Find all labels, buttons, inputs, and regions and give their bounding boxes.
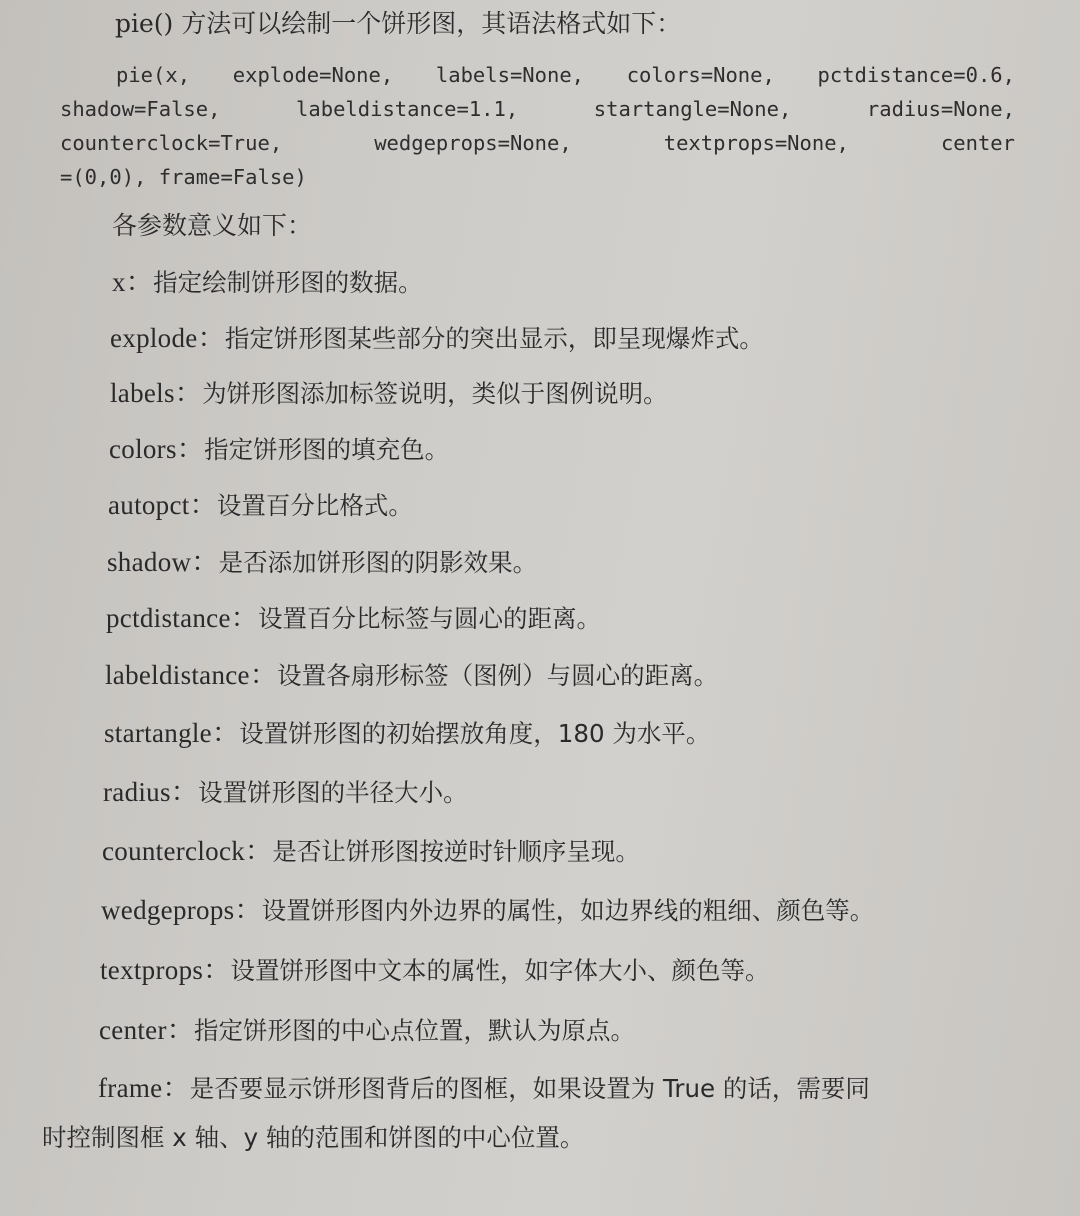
param-desc: 是否让饼形图按逆时针顺序呈现。 [272, 837, 640, 866]
param-item [99, 1010, 635, 1051]
param-desc: 指定饼形图的中心点位置，默认为原点。 [194, 1016, 636, 1045]
param-item [108, 485, 413, 526]
code-line: counterclock=True, wedgeprops=None, textprops=None, center [60, 131, 1015, 155]
param-desc: 设置饼形图的初始摆放角度，180 为水平。 [239, 719, 711, 748]
section-title: 各参数意义如下： [112, 211, 313, 240]
param-item [103, 772, 468, 813]
param-name: colors： [109, 434, 205, 464]
param-desc: 设置饼形图的半径大小。 [198, 778, 468, 807]
param-name: shadow： [107, 547, 219, 577]
param-desc: 为饼形图添加标签说明，类似于图例说明。 [202, 379, 668, 408]
param-desc: 设置百分比标签与圆心的距离。 [258, 604, 602, 633]
param-name: center： [99, 1015, 195, 1045]
param-item [104, 713, 710, 754]
param-desc: 设置饼形图中文本的属性，如字体大小、颜色等。 [230, 956, 770, 985]
param-item [98, 1068, 870, 1109]
param-name: wedgeprops： [101, 895, 262, 925]
param-desc: 设置饼形图内外边界的属性，如边界线的粗细、颜色等。 [261, 896, 875, 925]
param-name: labeldistance： [105, 660, 278, 690]
param-name: x： [112, 267, 154, 297]
param-item [107, 542, 537, 583]
intro-text: pie() 方法可以绘制一个饼形图，其语法格式如下： [115, 9, 682, 38]
param-item [112, 262, 423, 303]
param-name: counterclock： [102, 836, 273, 866]
code-line: =(0,0), frame=False) [60, 165, 307, 189]
param-name: explode： [110, 323, 225, 353]
param-item [110, 373, 668, 414]
param-item [101, 890, 874, 931]
param-name: pctdistance： [106, 603, 259, 633]
code-line: shadow=False, labeldistance=1.1, startangle=None, radius=None, [60, 97, 1015, 121]
code-block [60, 58, 1015, 194]
code-line: pie(x, explode=None, labels=None, colors=None, pctdistance=0.6, [116, 63, 1015, 87]
param-item [102, 831, 640, 872]
param-desc: 指定饼形图某些部分的突出显示，即呈现爆炸式。 [224, 324, 764, 353]
param-name: radius： [103, 777, 199, 807]
param-item [105, 655, 718, 696]
param-desc: 设置百分比格式。 [216, 491, 413, 520]
param-item [100, 950, 770, 991]
frame-description-continuation: 时控制图框 x 轴、y 轴的范围和饼图的中心位置。 [42, 1123, 585, 1152]
param-name: autopct： [108, 490, 217, 520]
param-item [106, 598, 601, 639]
param-desc: 指定绘制饼形图的数据。 [153, 268, 423, 297]
param-name: labels： [110, 378, 203, 408]
param-name: textprops： [100, 955, 231, 985]
param-name: startangle： [104, 718, 240, 748]
param-item [109, 429, 449, 470]
param-item [110, 318, 764, 359]
param-name: frame： [98, 1073, 190, 1103]
param-desc: 是否添加饼形图的阴影效果。 [218, 548, 538, 577]
param-desc: 设置各扇形标签（图例）与圆心的距离。 [277, 661, 719, 690]
param-desc: 是否要显示饼形图背后的图框，如果设置为 True 的话，需要同 [189, 1074, 870, 1103]
param-desc: 指定饼形图的填充色。 [204, 435, 450, 464]
